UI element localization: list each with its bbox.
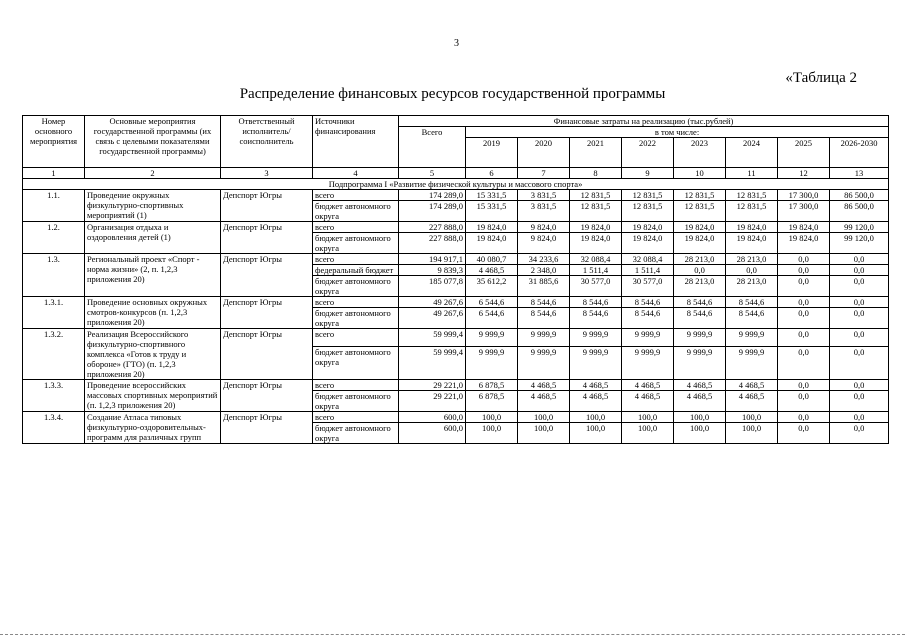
amount-year: 4 468,5 — [726, 391, 778, 412]
column-number: 3 — [221, 168, 313, 179]
activity-name: Проведение всероссийских массовых спортивных мероприятий (п. 1,2,3 приложения 20) — [85, 380, 221, 412]
table-reference: «Таблица 2 — [785, 70, 857, 86]
amount-year: 19 824,0 — [570, 222, 622, 233]
amount-year: 4 468,5 — [622, 380, 674, 391]
amount-year: 4 468,5 — [674, 391, 726, 412]
column-number: 13 — [830, 168, 889, 179]
amount-year: 12 831,5 — [674, 190, 726, 201]
column-number: 9 — [622, 168, 674, 179]
funding-source: всего — [313, 412, 399, 423]
column-number: 4 — [313, 168, 399, 179]
amount-year: 0,0 — [778, 346, 830, 379]
amount-year: 0,0 — [830, 308, 889, 329]
amount-year: 100,0 — [622, 423, 674, 444]
activity-executor: Депспорт Югры — [221, 380, 313, 412]
amount-total: 174 289,0 — [399, 201, 466, 222]
amount-year: 0,0 — [830, 265, 889, 276]
activity-executor: Депспорт Югры — [221, 329, 313, 380]
column-number: 2 — [85, 168, 221, 179]
amount-year: 19 824,0 — [674, 233, 726, 254]
amount-year: 40 080,7 — [466, 254, 518, 265]
amount-year: 28 213,0 — [674, 254, 726, 265]
activity-executor: Депспорт Югры — [221, 297, 313, 329]
amount-year: 35 612,2 — [466, 276, 518, 297]
activity-name: Проведение окружных физкультурно-спортивных мероприятий (1) — [85, 190, 221, 222]
amount-year: 19 824,0 — [570, 233, 622, 254]
amount-year: 19 824,0 — [674, 222, 726, 233]
amount-year: 0,0 — [830, 329, 889, 347]
header-year: 2024 — [726, 138, 778, 168]
header-sources: Источники финансирования — [313, 116, 399, 168]
funding-source: бюджет автономного округа — [313, 391, 399, 412]
funding-source: всего — [313, 380, 399, 391]
amount-year: 0,0 — [830, 412, 889, 423]
amount-year: 15 331,5 — [466, 190, 518, 201]
header-year: 2025 — [778, 138, 830, 168]
amount-year: 8 544,6 — [622, 308, 674, 329]
activity-name: Создание Атласа типовых физкультурно-оздоровительных-программ для различных групп — [85, 412, 221, 444]
amount-year: 100,0 — [570, 423, 622, 444]
column-number: 8 — [570, 168, 622, 179]
amount-year: 9 999,9 — [518, 346, 570, 379]
table-row — [23, 222, 889, 233]
amount-year: 32 088,4 — [570, 254, 622, 265]
amount-total: 600,0 — [399, 412, 466, 423]
amount-year: 100,0 — [622, 412, 674, 423]
activity-number: 1.1. — [23, 190, 85, 222]
funding-source: бюджет автономного округа — [313, 233, 399, 254]
amount-year: 100,0 — [466, 423, 518, 444]
subprogram-heading: Подпрограмма I «Развитие физической культуры и массового спорта» — [23, 179, 889, 190]
amount-year: 4 468,5 — [518, 380, 570, 391]
column-number: 10 — [674, 168, 726, 179]
amount-year: 99 120,0 — [830, 233, 889, 254]
amount-year: 19 824,0 — [778, 233, 830, 254]
amount-year: 19 824,0 — [466, 233, 518, 254]
column-number: 7 — [518, 168, 570, 179]
activity-name: Проведение основных окружных смотров-конкурсов (п. 1,2,3 приложения 20) — [85, 297, 221, 329]
table-row — [23, 380, 889, 391]
amount-year: 4 468,5 — [570, 391, 622, 412]
header-costs-group: Финансовые затраты на реализацию (тыс.рублей) — [399, 116, 889, 127]
amount-year: 8 544,6 — [674, 308, 726, 329]
amount-year: 8 544,6 — [518, 308, 570, 329]
amount-year: 4 468,5 — [466, 265, 518, 276]
amount-year: 8 544,6 — [570, 308, 622, 329]
amount-year: 8 544,6 — [726, 297, 778, 308]
finance-table — [22, 115, 889, 444]
amount-year: 9 999,9 — [466, 346, 518, 379]
activity-executor: Депспорт Югры — [221, 254, 313, 297]
amount-year: 19 824,0 — [726, 233, 778, 254]
amount-year: 0,0 — [778, 329, 830, 347]
header-year: 2019 — [466, 138, 518, 168]
amount-year: 6 878,5 — [466, 380, 518, 391]
amount-year: 12 831,5 — [622, 201, 674, 222]
amount-year: 19 824,0 — [726, 222, 778, 233]
amount-year: 28 213,0 — [726, 276, 778, 297]
header-year: 2020 — [518, 138, 570, 168]
amount-total: 194 917,1 — [399, 254, 466, 265]
column-number: 5 — [399, 168, 466, 179]
amount-year: 9 999,9 — [622, 329, 674, 347]
header-executor: Ответственный исполнитель/ соисполнитель — [221, 116, 313, 168]
amount-year: 34 233,6 — [518, 254, 570, 265]
column-number: 1 — [23, 168, 85, 179]
amount-total: 9 839,3 — [399, 265, 466, 276]
amount-year: 2 348,0 — [518, 265, 570, 276]
amount-year: 15 331,5 — [466, 201, 518, 222]
amount-year: 19 824,0 — [622, 222, 674, 233]
amount-year: 28 213,0 — [674, 276, 726, 297]
amount-year: 12 831,5 — [570, 190, 622, 201]
table-row — [23, 254, 889, 265]
amount-year: 4 468,5 — [622, 391, 674, 412]
amount-year: 9 999,9 — [518, 329, 570, 347]
funding-source: всего — [313, 329, 399, 347]
amount-year: 9 999,9 — [622, 346, 674, 379]
amount-year: 8 544,6 — [674, 297, 726, 308]
amount-total: 59 999,4 — [399, 346, 466, 379]
amount-year: 9 999,9 — [570, 329, 622, 347]
amount-year: 9 999,9 — [674, 346, 726, 379]
table-row — [23, 412, 889, 423]
funding-source: федеральный бюджет — [313, 265, 399, 276]
header-number: Номер основного мероприятия — [23, 116, 85, 168]
amount-year: 0,0 — [830, 346, 889, 379]
header-year: 2022 — [622, 138, 674, 168]
activity-executor: Депспорт Югры — [221, 412, 313, 444]
amount-year: 0,0 — [830, 297, 889, 308]
amount-year: 6 544,6 — [466, 297, 518, 308]
activity-executor: Депспорт Югры — [221, 222, 313, 254]
amount-year: 0,0 — [726, 265, 778, 276]
funding-source: всего — [313, 297, 399, 308]
activity-name: Реализация Всероссийского физкультурно-спортивного комплекса «Готов к труду и обороне» (ГТО) (п. 1,2,3 приложения 20) — [85, 329, 221, 380]
amount-year: 0,0 — [830, 276, 889, 297]
amount-year: 9 999,9 — [570, 346, 622, 379]
amount-year: 19 824,0 — [622, 233, 674, 254]
amount-year: 31 885,6 — [518, 276, 570, 297]
amount-year: 19 824,0 — [466, 222, 518, 233]
column-number: 12 — [778, 168, 830, 179]
funding-source: бюджет автономного округа — [313, 346, 399, 379]
table-row — [23, 329, 889, 347]
amount-year: 0,0 — [778, 297, 830, 308]
funding-source: всего — [313, 190, 399, 201]
amount-year: 12 831,5 — [622, 190, 674, 201]
column-number: 6 — [466, 168, 518, 179]
amount-year: 1 511,4 — [570, 265, 622, 276]
activity-name: Организация отдыха и оздоровления детей (1) — [85, 222, 221, 254]
column-numbers-row — [23, 168, 889, 179]
amount-year: 0,0 — [778, 276, 830, 297]
amount-year: 0,0 — [830, 254, 889, 265]
amount-year: 100,0 — [518, 423, 570, 444]
header-total: Всего — [399, 127, 466, 168]
amount-year: 0,0 — [778, 380, 830, 391]
amount-year: 0,0 — [778, 412, 830, 423]
activity-name: Региональный проект «Спорт - норма жизни» (2, п. 1,2,3 приложения 20) — [85, 254, 221, 297]
page-edge-line — [0, 634, 905, 635]
amount-year: 0,0 — [830, 391, 889, 412]
column-number: 11 — [726, 168, 778, 179]
funding-source: бюджет автономного округа — [313, 308, 399, 329]
amount-year: 9 999,9 — [726, 329, 778, 347]
amount-year: 100,0 — [518, 412, 570, 423]
amount-total: 185 077,8 — [399, 276, 466, 297]
amount-year: 100,0 — [726, 412, 778, 423]
amount-year: 17 300,0 — [778, 190, 830, 201]
activity-number: 1.3.4. — [23, 412, 85, 444]
amount-year: 6 544,6 — [466, 308, 518, 329]
amount-total: 227 888,0 — [399, 233, 466, 254]
header-year: 2023 — [674, 138, 726, 168]
table-header — [23, 116, 889, 190]
amount-year: 8 544,6 — [726, 308, 778, 329]
amount-year: 30 577,0 — [622, 276, 674, 297]
activity-number: 1.3.1. — [23, 297, 85, 329]
amount-year: 12 831,5 — [570, 201, 622, 222]
table-title: Распределение финансовых ресурсов государственной программы — [239, 86, 666, 102]
amount-year: 0,0 — [778, 423, 830, 444]
amount-year: 99 120,0 — [830, 222, 889, 233]
amount-year: 9 824,0 — [518, 222, 570, 233]
table-row — [23, 297, 889, 308]
funding-source: всего — [313, 254, 399, 265]
table-body — [23, 190, 889, 444]
amount-year: 4 468,5 — [518, 391, 570, 412]
amount-total: 600,0 — [399, 423, 466, 444]
amount-year: 8 544,6 — [518, 297, 570, 308]
amount-year: 100,0 — [726, 423, 778, 444]
amount-total: 174 289,0 — [399, 190, 466, 201]
funding-source: бюджет автономного округа — [313, 276, 399, 297]
amount-year: 19 824,0 — [778, 222, 830, 233]
activity-number: 1.3.3. — [23, 380, 85, 412]
amount-year: 1 511,4 — [622, 265, 674, 276]
amount-year: 9 999,9 — [466, 329, 518, 347]
page-number: 3 — [454, 38, 459, 49]
amount-total: 49 267,6 — [399, 308, 466, 329]
amount-year: 0,0 — [778, 308, 830, 329]
amount-year: 86 500,0 — [830, 190, 889, 201]
amount-total: 29 221,0 — [399, 380, 466, 391]
amount-year: 86 500,0 — [830, 201, 889, 222]
amount-year: 17 300,0 — [778, 201, 830, 222]
amount-year: 8 544,6 — [622, 297, 674, 308]
amount-year: 30 577,0 — [570, 276, 622, 297]
header-activities: Основные мероприятия государственной программы (их связь с целевыми показателями государственной программы) — [85, 116, 221, 168]
amount-year: 0,0 — [830, 423, 889, 444]
amount-total: 49 267,6 — [399, 297, 466, 308]
amount-year: 12 831,5 — [726, 201, 778, 222]
activity-number: 1.3.2. — [23, 329, 85, 380]
amount-year: 100,0 — [466, 412, 518, 423]
activity-number: 1.2. — [23, 222, 85, 254]
amount-year: 6 878,5 — [466, 391, 518, 412]
amount-total: 29 221,0 — [399, 391, 466, 412]
header-year: 2021 — [570, 138, 622, 168]
amount-year: 0,0 — [778, 391, 830, 412]
amount-year: 28 213,0 — [726, 254, 778, 265]
header-year: 2026-2030 — [830, 138, 889, 168]
header-including: в том числе: — [466, 127, 889, 138]
amount-year: 12 831,5 — [726, 190, 778, 201]
amount-year: 9 824,0 — [518, 233, 570, 254]
activity-executor: Депспорт Югры — [221, 190, 313, 222]
amount-year: 100,0 — [674, 423, 726, 444]
amount-year: 4 468,5 — [674, 380, 726, 391]
amount-year: 0,0 — [778, 254, 830, 265]
amount-year: 9 999,9 — [726, 346, 778, 379]
amount-year: 12 831,5 — [674, 201, 726, 222]
amount-year: 3 831,5 — [518, 190, 570, 201]
amount-year: 0,0 — [674, 265, 726, 276]
funding-source: всего — [313, 222, 399, 233]
amount-year: 4 468,5 — [570, 380, 622, 391]
amount-year: 100,0 — [674, 412, 726, 423]
amount-year: 0,0 — [830, 380, 889, 391]
activity-number: 1.3. — [23, 254, 85, 297]
funding-source: бюджет автономного округа — [313, 201, 399, 222]
amount-year: 3 831,5 — [518, 201, 570, 222]
amount-year: 9 999,9 — [674, 329, 726, 347]
amount-year: 32 088,4 — [622, 254, 674, 265]
funding-source: бюджет автономного округа — [313, 423, 399, 444]
table-row — [23, 190, 889, 201]
amount-year: 0,0 — [778, 265, 830, 276]
amount-year: 8 544,6 — [570, 297, 622, 308]
amount-year: 100,0 — [570, 412, 622, 423]
amount-year: 4 468,5 — [726, 380, 778, 391]
amount-total: 227 888,0 — [399, 222, 466, 233]
amount-total: 59 999,4 — [399, 329, 466, 347]
